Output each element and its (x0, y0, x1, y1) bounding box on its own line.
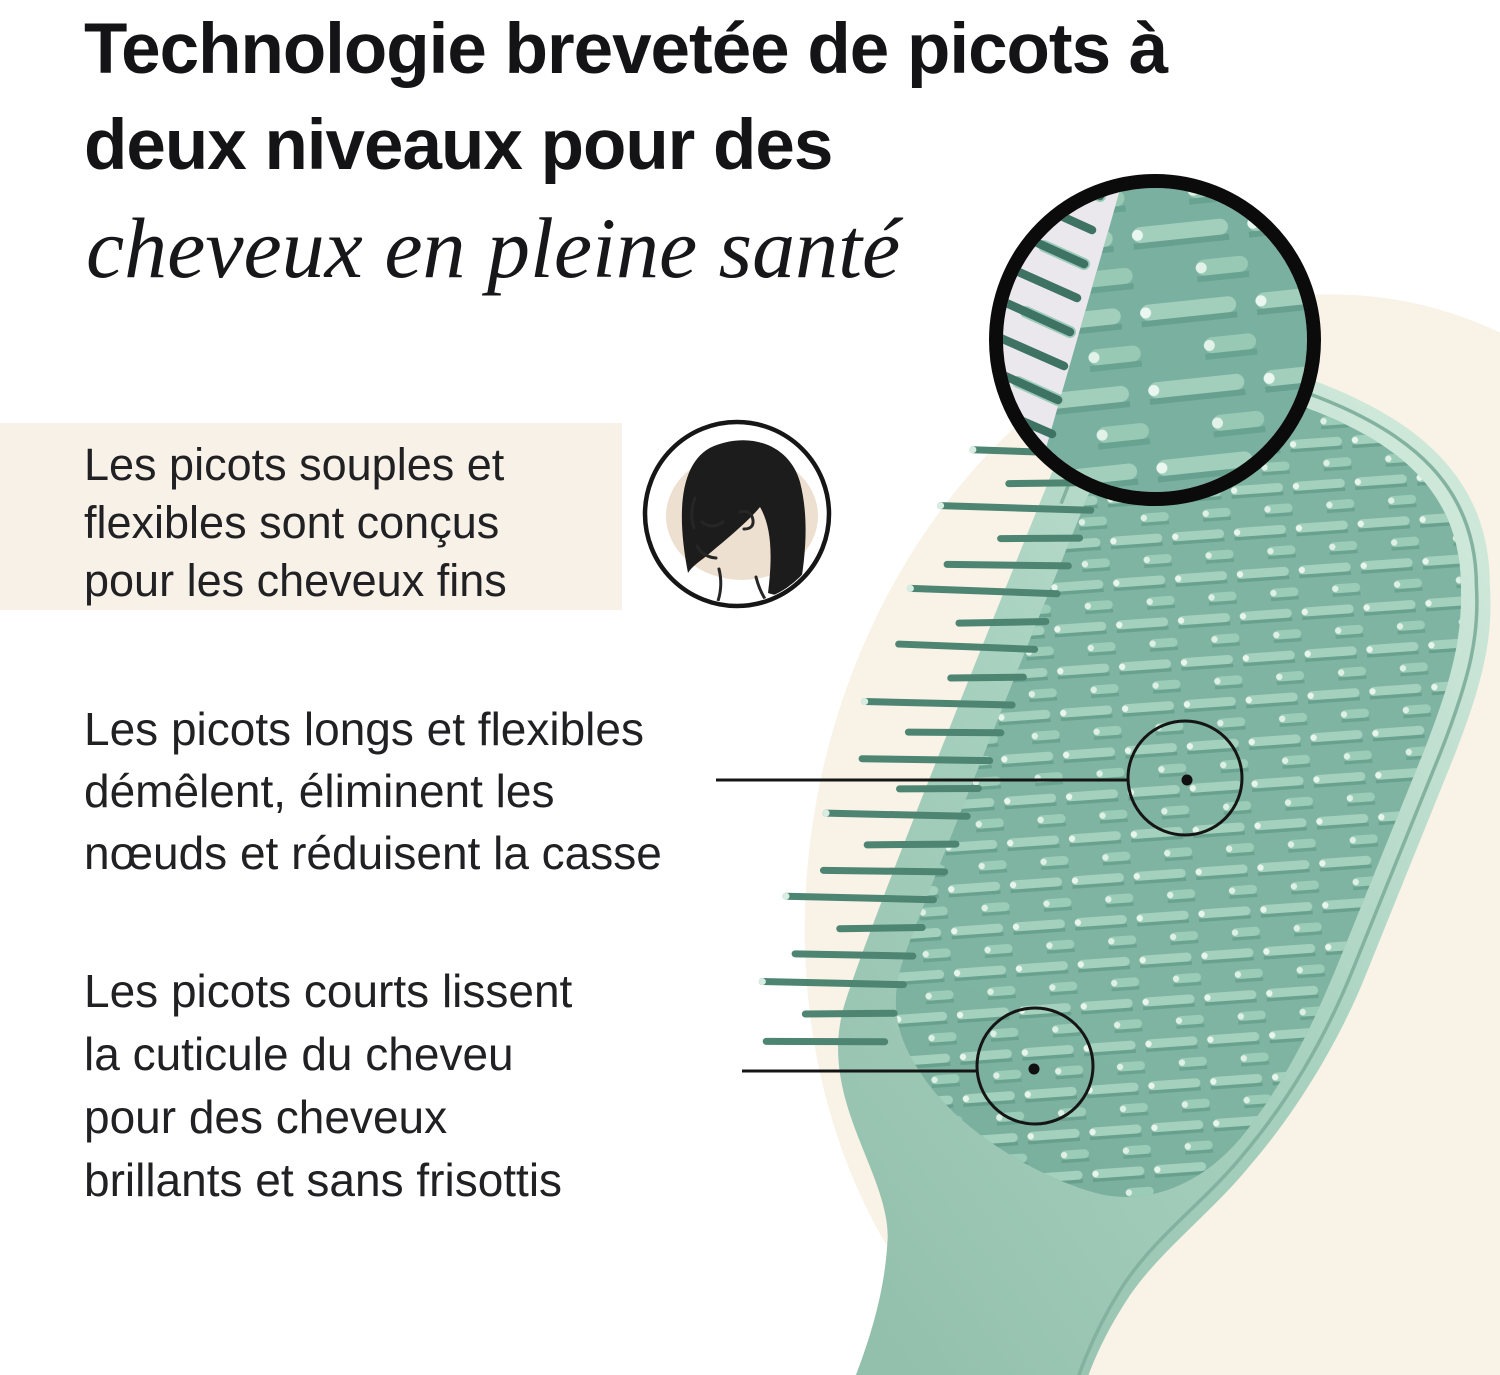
page-subtitle: cheveux en pleine santé (86, 200, 901, 296)
annotation-short-bristles: Les picots courts lissent la cuticule du cheveu pour des cheveux brillants et sans frisottis (84, 965, 573, 1206)
callout-dot-long (1182, 775, 1193, 786)
annotation-long-bristles: Les picots longs et flexibles démêlent, éliminent les nœuds et réduisent la casse (84, 703, 662, 879)
title-line-1: Technologie brevetée de picots à (84, 10, 1168, 89)
annotation-soft-bristles: Les picots souples et flexibles sont conçus pour les cheveux fins (84, 439, 507, 606)
callout-dot-short (1029, 1064, 1040, 1075)
fine-hair-person-icon (645, 422, 829, 618)
title-line-2: deux niveaux pour des (84, 106, 833, 185)
